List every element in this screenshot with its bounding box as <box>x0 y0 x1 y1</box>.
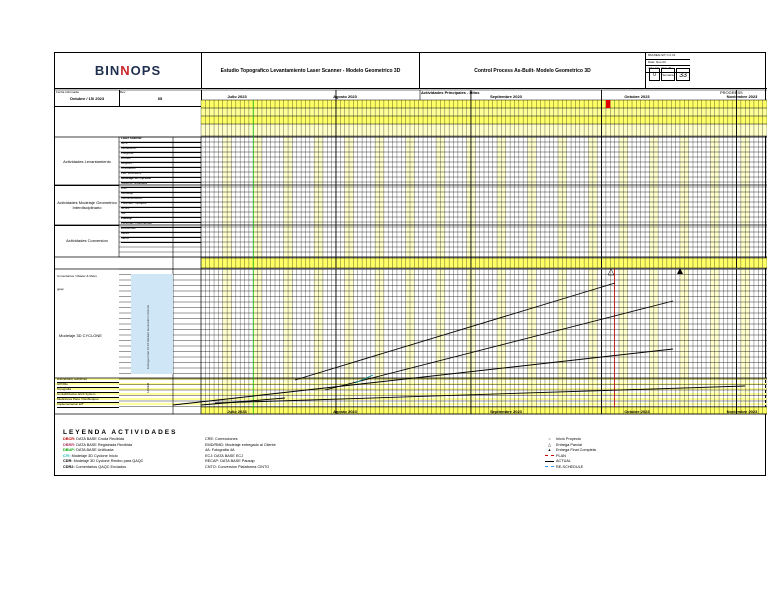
legend-col3 <box>545 437 596 470</box>
activity-row-label: Modelaje <box>121 192 201 198</box>
legend-symbol-text: Inicio Proyecto <box>556 437 581 441</box>
activity-row-label: Registro <box>121 162 201 168</box>
activity-row-label: SPNN <box>121 207 201 213</box>
grid-rect <box>380 269 384 406</box>
activity-row-label: Unificacion <box>121 167 201 173</box>
legend-text: Comentarios QAQC Enviados <box>75 464 127 469</box>
grid-rect <box>532 269 536 406</box>
grid-rect <box>436 269 440 406</box>
model-label: Modelaje 3D CYCLONE <box>59 333 102 338</box>
lower-row-label: Mediciones Pane / Desbloqueo <box>57 398 119 403</box>
legend-col1 <box>63 437 143 470</box>
legend-title: LEYENDA ACTIVIDADES <box>63 429 178 436</box>
schedule-sheet <box>54 52 766 476</box>
lower-row-label: Contabilizacion EGS System <box>57 393 119 398</box>
triangle-open-icon: △ <box>548 442 551 447</box>
month-top-3: Septiembre 2023 <box>490 94 522 99</box>
circle-icon: ○ <box>548 437 551 441</box>
grid-rect <box>223 269 227 406</box>
triangle-open-icon <box>608 269 614 275</box>
legend-code: CDR: <box>63 459 73 463</box>
legend-abbrev: 4A: Fotografia 4A <box>205 448 235 452</box>
grid-rect <box>319 269 323 406</box>
grid-rect <box>497 269 501 406</box>
month-bottom-5: Noviembre 2023 <box>726 409 758 414</box>
month-top-2: Agosto 2023 <box>333 94 357 99</box>
meta-line-2: Date: Nov-23 <box>646 60 690 67</box>
grid-line <box>295 283 615 380</box>
note-panel <box>131 274 173 374</box>
line-dash-red-icon <box>545 455 554 456</box>
grid-rect <box>680 269 684 406</box>
grid-rect <box>649 269 653 406</box>
activity-row-label: Drones <box>121 157 201 163</box>
grid-rect <box>606 100 610 108</box>
section-modelaje: Actividades Modelaje Geometrico Interdisciplinario <box>55 185 119 226</box>
grid-rect <box>440 269 444 406</box>
activity-row-label: Personal / Planimetrias <box>121 222 201 228</box>
grid-rect <box>55 393 767 395</box>
grid-rect <box>410 269 414 406</box>
meta-line-3: Jobe No.: Nov-23 <box>646 66 690 73</box>
lower-row-label: Topografia <box>57 388 119 393</box>
month-bottom-3: Septiembre 2023 <box>490 409 522 414</box>
legend-text: DATA BASE Registrada Recibida <box>76 442 133 447</box>
activity-row-label: Poligonal <box>121 152 201 158</box>
grid-rect <box>501 269 505 406</box>
legend-text: Modelaje 3D Cyclone Recibo para QAQC <box>73 459 144 463</box>
legend-abbrev: CRE: Correcciones <box>205 437 238 441</box>
grid-rect <box>406 269 410 406</box>
meta-line-1: DM-REG-SIT-Y-2.V1 <box>646 53 690 60</box>
grid-rect <box>745 269 749 406</box>
legend-item <box>63 465 143 471</box>
line-dash-blue-icon <box>545 466 554 467</box>
grid-rect <box>684 269 688 406</box>
activity-row-label: Pausap <box>121 217 201 223</box>
legend-code: DBCR: <box>63 437 76 441</box>
activities-label: Actividades Principales - Hitos <box>421 90 480 95</box>
activity-row-label: Revisiones <box>121 227 201 233</box>
section-conversion: Actividades Conversion <box>66 237 108 243</box>
vertical-note: Entrega Final 16-10 Modelo Geometrico Ciclone <box>146 304 150 369</box>
month-bottom-1: Julio 2023 <box>227 409 247 414</box>
activity-row-label: Laser Scanner <box>121 137 201 143</box>
lower-row-label: Implementacion EIT <box>57 403 119 408</box>
lower-row-label: Dismentario Gwuilmes <box>57 378 119 383</box>
legend-symbol-text: PLAN <box>556 453 566 458</box>
line-solid-icon <box>545 461 554 462</box>
fecha-value: Octubre / 15/ 2023 <box>69 95 105 101</box>
grid-rect <box>619 269 623 406</box>
legend-text: DATA BASE Cruda Recibida <box>76 437 125 441</box>
grid-rect <box>227 269 231 406</box>
gap-label: gpap <box>57 287 64 291</box>
legend-symbol-text: RE-SCHEDULE <box>556 464 584 469</box>
rev-value: 05 <box>157 95 163 101</box>
comments-label: Comentarios / Master & Metro <box>57 274 98 278</box>
activity-row-label: Sol <box>121 212 201 218</box>
grid-rect <box>55 383 767 385</box>
meta-week-label: Semana <box>661 68 675 81</box>
control-title: Control Process As-Built- Modelo Geometrico 3D <box>474 67 591 74</box>
activity-row-label: Modelacion <box>121 147 201 153</box>
legend-code: CYI: <box>63 453 71 458</box>
week-number: 33 <box>676 68 690 81</box>
legend-abbrev: ECJ: DATA BASE ECJ <box>205 453 244 458</box>
grid-rect <box>558 269 562 406</box>
grid-rect <box>623 269 627 406</box>
grid-rect <box>55 403 767 405</box>
vertical-note-2: LADER <box>146 382 150 393</box>
grid-rect <box>741 269 745 406</box>
activity-row-label: Sistema / Estadada <box>121 182 201 188</box>
month-top-4: Octubre 2023 <box>624 94 650 99</box>
grid-rect <box>471 269 475 406</box>
rev-label: Rev <box>120 90 126 94</box>
activity-row-label: Venta <box>121 237 201 243</box>
legend-code: DBRR: <box>63 442 76 447</box>
grid-rect <box>715 269 719 406</box>
legend-text: DATA BASE Unificada <box>76 448 114 452</box>
legend-code: CDR2: <box>63 464 75 469</box>
grid-rect <box>375 269 379 406</box>
legend-symbol-text: Entrega Parcial <box>556 442 582 447</box>
grid-rect <box>467 269 471 406</box>
legend-symbol-item <box>545 465 596 471</box>
activity-row-label: Lakes <box>121 232 201 238</box>
legend-abbrev: EMD/RMD: Modelaje entregado al Cliente <box>205 442 276 447</box>
activity-row-label: Civil <box>121 187 201 193</box>
month-bottom-4: Octubre 2023 <box>624 409 650 414</box>
legend-text: Modelaje 3D Cyclone Inicio <box>71 453 118 458</box>
legend-abbrev: RECAP: DATA BASE Pausap <box>205 459 255 463</box>
grid-rect <box>258 269 262 406</box>
grid-rect <box>654 269 658 406</box>
grid-rect <box>710 269 714 406</box>
activity-row-label: Instrumentacion <box>121 197 201 203</box>
month-top-5: Noviembre 2023 <box>726 94 758 99</box>
triangle-fill-icon: ▲ <box>547 448 552 452</box>
legend-symbol-text: ACTUAL <box>556 459 571 463</box>
activity-row-label: Tuberias / Tanques <box>121 202 201 208</box>
meta-small-box: 0 <box>649 68 660 81</box>
section-levantamiento: Actividades Levantamiento <box>55 137 119 186</box>
grid-rect <box>562 269 566 406</box>
company-logo: BINNOPS <box>94 63 162 78</box>
grid-rect <box>284 269 288 406</box>
progress-label: PROGRESS <box>720 90 743 95</box>
grid-rect <box>288 269 292 406</box>
activity-row-label: GPS <box>121 142 201 148</box>
lower-row-label: GPOMe <box>57 383 119 388</box>
legend-abbrev: CNTO: Conversion Plataforma CINTO <box>205 464 270 469</box>
activity-row-label: Modelaje 3D Cyclone <box>121 177 201 183</box>
legend-col2 <box>205 437 276 470</box>
project-title: Estudio Topografico Levantamiento Laser Scanner - Modelo Geometrico 3D <box>220 67 401 74</box>
legend-symbol-text: Entrega Final Completa <box>556 448 596 452</box>
grid-rect <box>314 269 318 406</box>
grid-rect <box>253 269 257 406</box>
legend-code: DBUP: <box>63 448 76 452</box>
fecha-label: Fecha Informada <box>56 90 79 94</box>
legend-symbol-item <box>545 448 596 454</box>
activity-row-label: PEP Wrecident <box>121 172 201 178</box>
grid-rect <box>55 398 767 400</box>
month-bottom-2: Agosto 2023 <box>333 409 357 414</box>
month-top-1: Julio 2023 <box>227 94 247 99</box>
gantt-grid <box>55 53 767 477</box>
